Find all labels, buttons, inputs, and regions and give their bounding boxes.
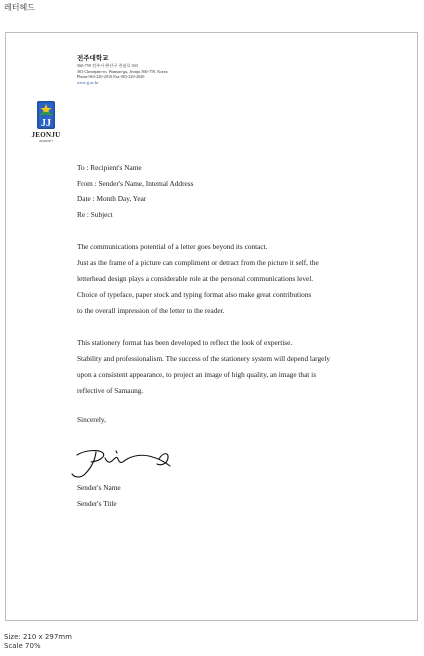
paragraph-line: The communications potential of a letter goes beyond its contact.: [77, 242, 268, 251]
paragraph-two: [77, 335, 330, 399]
letterhead-info: [77, 54, 168, 85]
paragraph-line: Just as the frame of a picture can compliment or detract from the picture it self, the: [77, 258, 319, 267]
sender-name: Sender's Name: [77, 483, 121, 492]
paragraph-line: Choice of typeface, paper stock and typing format also make great contributions: [77, 290, 312, 299]
logo-subtext: UNIVERSITY: [38, 140, 54, 143]
sender-title: Sender's Title: [77, 498, 117, 508]
letter-sheet: [5, 32, 418, 621]
size-text: Size: 210 x 297mm: [4, 633, 72, 641]
paragraph-line: to the overall impression of the letter to the reader.: [77, 306, 225, 315]
sender-block: [77, 480, 121, 511]
paragraph-line: reflective of Samaung.: [77, 386, 144, 395]
letter-meta: [77, 160, 193, 222]
paragraph-one: [77, 239, 319, 319]
page-label: 레터헤드: [4, 3, 35, 12]
paragraph-line: upon a consistent appearance, to project an image of high quality, an image that is: [77, 370, 317, 379]
address-english: 303 Cheonjam-ro, Wansan-gu, Jeonju 560-759, Korea: [77, 68, 168, 74]
paragraph-line: This stationery format has been developed to reflect the look of expertise.: [77, 338, 293, 347]
subject-line: Re : Subject: [77, 209, 113, 219]
university-logo: [29, 99, 63, 143]
website-link[interactable]: www.jj.ac.kr: [77, 79, 99, 85]
date-line: Date : Month Day, Year: [77, 194, 147, 203]
contact-numbers: Phone 063-220-2010 Fax 063-220-2020: [77, 74, 145, 80]
logo-wordmark: JEONJU: [31, 131, 61, 139]
size-scale-note: [4, 633, 72, 651]
to-line: To : Recipient's Name: [77, 163, 142, 172]
paragraph-line: Stability and professionalism. The success of the stationery system will depend largely: [77, 354, 331, 363]
logo-emblem-icon: [29, 99, 63, 131]
svg-text:JJ: JJ: [41, 118, 51, 129]
paragraph-line: letterhead design plays a considerable role at the personal communications level.: [77, 274, 314, 283]
address-korean: 560-759 전주시 완산구 천잠로 303: [77, 63, 138, 68]
salutation: Sincerely,: [77, 415, 106, 424]
from-line: From : Sender's Name, Intemal Address: [77, 178, 194, 188]
institution-name: 전주대학교: [77, 54, 109, 62]
scale-text: Scale 70%: [4, 642, 41, 650]
